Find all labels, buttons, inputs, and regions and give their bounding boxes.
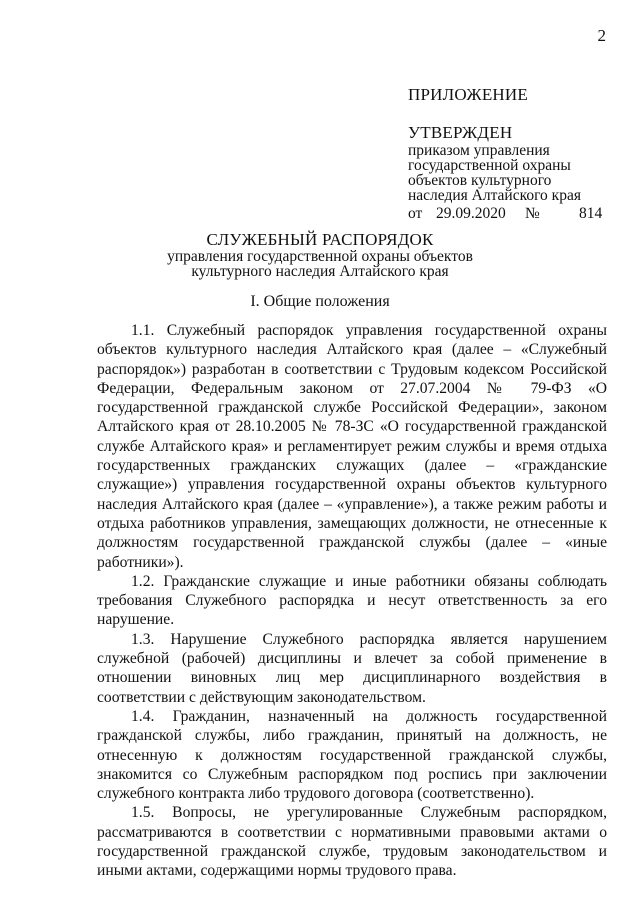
section-heading: I. Общие положения (250, 293, 390, 310)
approval-block (408, 85, 618, 222)
document-title (0, 230, 640, 279)
paragraph-1-4: 1.4. Гражданин, назначенный на должность государственной гражданской службы, либо гражданин, принятый на должность, не отнесенную к должностям государственной гражданской службы, знакомится со Служебным распорядком под роспись при заключении служебного контракта либо трудового договора (соответственно). (97, 707, 607, 803)
order-line: государственной охраны (408, 157, 571, 174)
order-number: 814 (579, 205, 603, 222)
order-line: приказом управления (408, 142, 550, 159)
document-subtitle-line: управления государственной охраны объектов (167, 248, 473, 265)
order-from: от (408, 205, 423, 222)
document-body (97, 321, 607, 881)
paragraph-1-5: 1.5. Вопросы, не урегулированные Служебным распорядком, рассматриваются в соответствии с нормативными правовыми актами о государственной гражданской службе, трудовым законодательством и иными актами, содержащими нормы трудового права. (97, 804, 607, 880)
order-number-sign: № (525, 205, 540, 222)
document-subtitle-line: культурного наследия Алтайского края (191, 263, 449, 280)
approved-label: УТВЕРЖДЕН (408, 123, 513, 142)
paragraph-1-2: 1.2. Гражданские служащие и иные работники обязаны соблюдать требования Служебного распорядка и несут ответственность за его нарушение. (97, 572, 607, 629)
order-date: 29.09.2020 (436, 205, 506, 222)
order-line: объектов культурного (408, 172, 552, 189)
paragraph-1-1: 1.1. Служебный распорядок управления государственной охраны объектов культурного наследия Алтайского края (далее – «Служебный распорядок») разработан в соответствии с Трудовым кодексом Российской Федерации, Федеральным законом от 27.07.2004 № 79-ФЗ «О государственной гражданской службе Российской Федерации», законом Алтайского края от 28.10.2005 № 78-ЗС «О государственной гражданской службе Алтайского края» и регламентирует режим службы и время отдыха государственных гражданских служащих (далее – «гражданские служащие») управления государственной охраны объектов культурного наследия Алтайского края (далее – «управление»), а также режим работы и отдыха работников управления, замещающих должности, не отнесенные к должностям государственной гражданской службы (далее – «иные работники»). (97, 322, 607, 571)
order-line: наследия Алтайского края (408, 187, 581, 204)
order-date-line (408, 205, 618, 222)
paragraph-1-3: 1.3. Нарушение Служебного распорядка является нарушением служебной (рабочей) дисциплины и влечет за собой применение в отношении виновных лиц мер дисциплинарного воздействия в соответствии с действующим законодательством. (97, 630, 607, 706)
appendix-label: ПРИЛОЖЕНИЕ (408, 85, 528, 104)
page-number: 2 (597, 26, 606, 45)
document-title-main: СЛУЖЕБНЫЙ РАСПОРЯДОК (206, 230, 434, 249)
